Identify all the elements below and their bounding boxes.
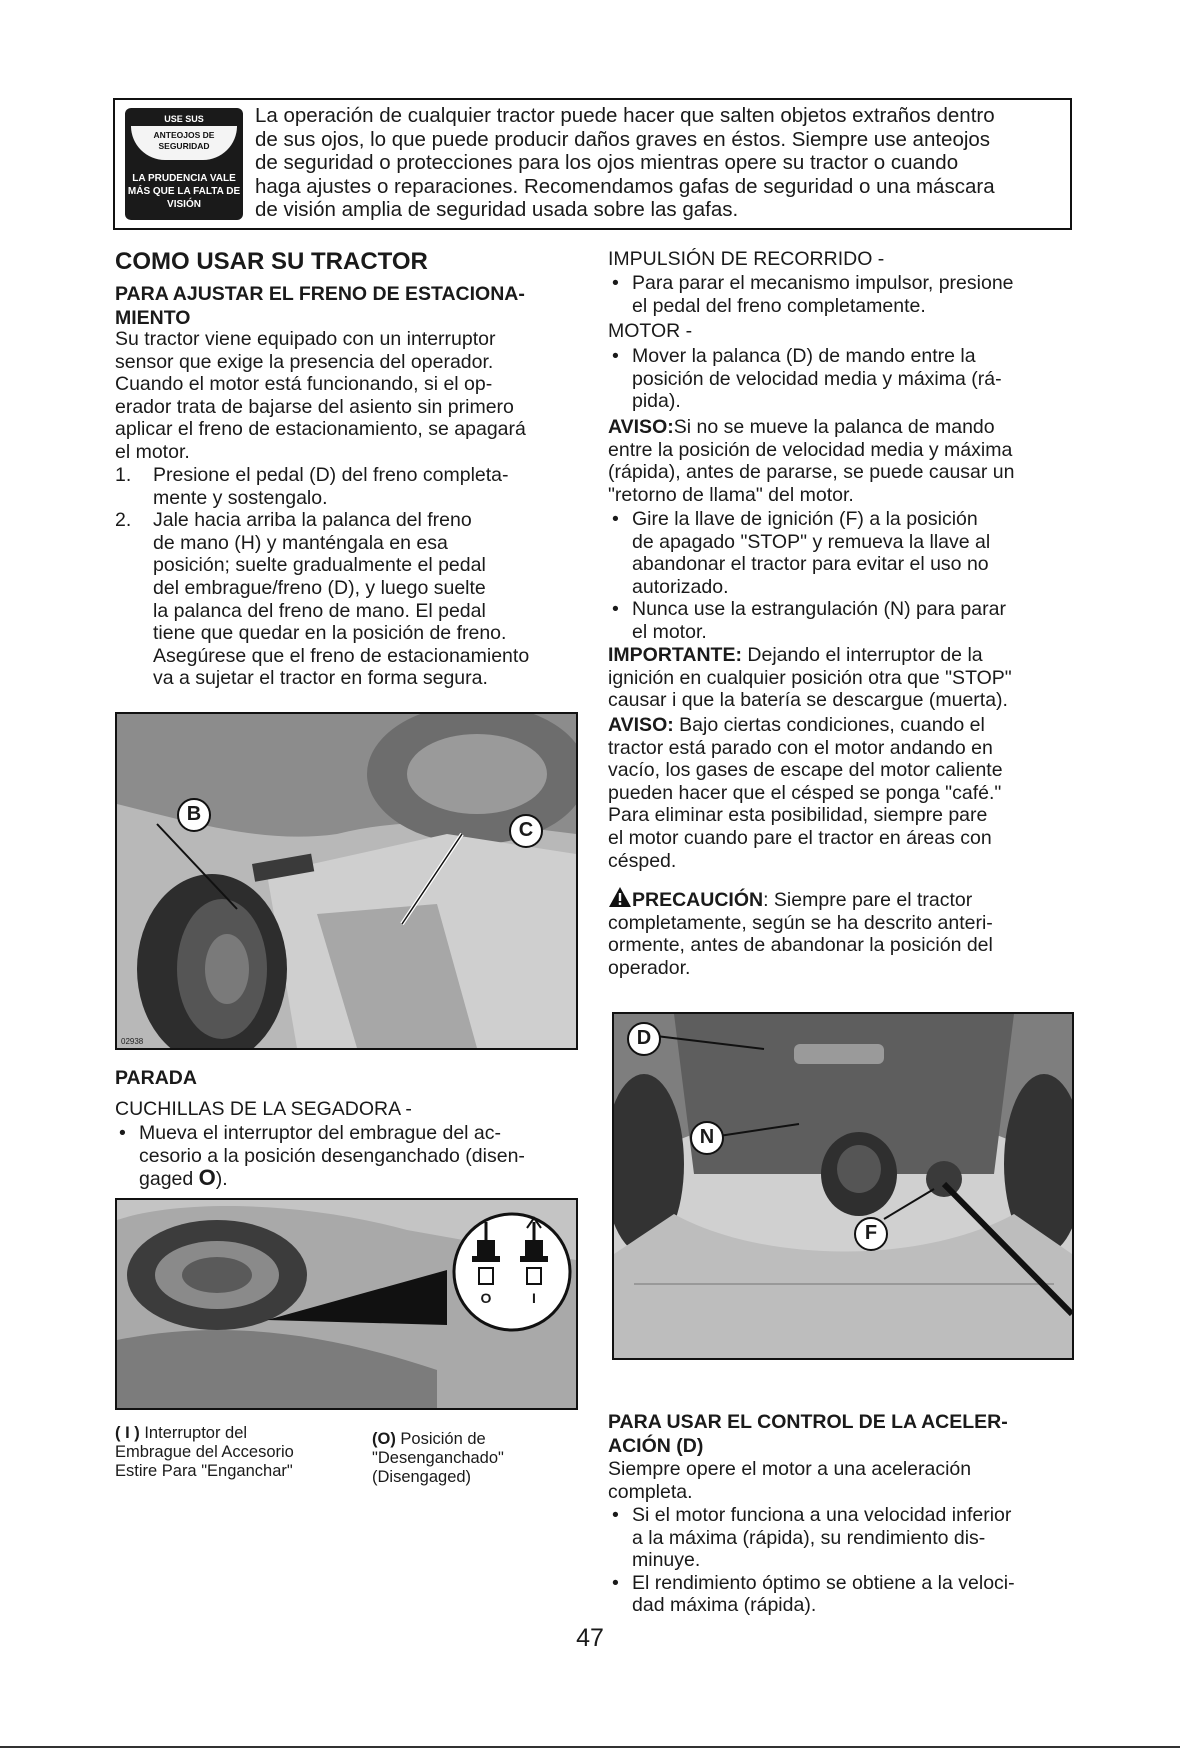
section-title: COMO USAR SU TRACTOR: [115, 248, 428, 275]
text-line: "retorno de llama" del motor.: [608, 483, 854, 506]
parking-brake-photo: [115, 712, 578, 1050]
blades-bullets: [115, 1122, 595, 1191]
warning-line: de visión amplia de seguridad usada sobre las gafas.: [255, 198, 739, 221]
on-label: I: [532, 1290, 536, 1306]
engine-label: MOTOR -: [608, 320, 693, 342]
callout-n: N: [690, 1121, 724, 1155]
aviso-label: AVISO:: [608, 416, 674, 438]
text-line: vacío, los gases de escape del motor caliente: [608, 759, 1003, 782]
heading-line: PARA AJUSTAR EL FRENO DE ESTACIONA-: [115, 283, 525, 305]
warning-line: La operación de cualquier tractor puede hacer que salten objetos extraños dentro: [255, 104, 995, 127]
text-line: Presione el pedal (D) del freno completa-: [153, 464, 509, 486]
text-line: posición de velocidad media y máxima (rá-: [632, 367, 1002, 390]
dashboard-illustration: [614, 1014, 1072, 1358]
text-line: [608, 416, 1078, 439]
step-item: [115, 464, 595, 509]
bullet-dot: •: [612, 345, 619, 367]
step-number: 1.: [115, 464, 132, 486]
text-line: sensor que exige la presencia del operador.: [115, 350, 494, 373]
text-line: de apagado "STOP" y remueva la llave al: [632, 530, 991, 553]
text-line: erador trata de bajarse del asiento sin primero: [115, 395, 514, 418]
drive-label: IMPULSIÓN DE RECORRIDO -: [608, 248, 885, 270]
throttle-bullets: [608, 1504, 1078, 1617]
text-span: Posición de: [400, 1430, 486, 1448]
text-line: el motor cuando pare el tractor en áreas con: [608, 826, 992, 849]
bullet-item: [608, 345, 1078, 413]
photo-code: 02938: [121, 1037, 144, 1046]
icon-top-text: USE SUS: [164, 114, 204, 124]
callout-b: B: [177, 798, 211, 832]
text-line: mente y sostengalo.: [153, 486, 328, 509]
text-line: Cuando el motor está funcionando, si el op-: [115, 373, 493, 396]
text-span: ).: [215, 1168, 228, 1191]
text-line: el motor.: [115, 440, 190, 463]
text-line: del embrague/freno (D), y luego suelte: [153, 576, 486, 599]
text-line: [608, 714, 1078, 737]
bullet-item: [608, 1504, 1078, 1572]
text-span: : Siempre pare el tractor: [763, 889, 973, 911]
text-line: el motor.: [632, 620, 707, 643]
bullet-dot: •: [119, 1122, 126, 1144]
text-line: [608, 886, 1078, 912]
safety-warning-box: [113, 98, 1072, 230]
stop-key-bullets: [608, 508, 1078, 644]
text-line: autorizado.: [632, 575, 729, 598]
text-line: Si el motor funciona a una velocidad inferior: [632, 1504, 1012, 1526]
safety-glasses-icon: [125, 108, 243, 220]
text-line: pueden hacer que el césped se ponga "café.": [608, 781, 1002, 804]
text-line: El rendimiento óptimo se obtiene a la veloci-: [632, 1571, 1015, 1594]
warning-text: [255, 104, 1065, 222]
text-line: [608, 644, 1078, 667]
warning-line: haga ajustes o reparaciones. Recomendamos gafas de seguridad o una máscara: [255, 174, 995, 198]
text-line: va a sujetar el tractor en forma segura.: [153, 667, 488, 690]
disengaged-symbol: O: [198, 1165, 216, 1191]
throttle-intro: [608, 1458, 1078, 1503]
caution-label: PRECAUCIÓN: [632, 889, 764, 911]
bullet-item: [115, 1122, 595, 1191]
throttle-heading: [608, 1410, 1078, 1458]
stop-heading: PARADA: [115, 1067, 197, 1089]
dashboard-photo: [612, 1012, 1074, 1360]
text-line: completamente, según se ha descrito anteri-: [608, 911, 993, 934]
blades-label: CUCHILLAS DE LA SEGADORA -: [115, 1098, 412, 1120]
parking-brake-heading: [115, 282, 525, 330]
bullet-item: [608, 598, 1078, 643]
text-line: Para parar el mecanismo impulsor, presione: [632, 272, 1014, 294]
text-span: gaged: [139, 1168, 199, 1191]
text-line: a la máxima (rápida), su rendimiento dis-: [632, 1526, 986, 1549]
text-line: el pedal del freno completamente.: [632, 294, 926, 317]
bullet-dot: •: [612, 598, 619, 621]
aviso-backfire: [608, 416, 1078, 506]
text-line: entre la posición de velocidad media y máxima: [608, 438, 1013, 461]
text-line: "Desenganchado": [372, 1449, 504, 1467]
text-line: dad máxima (rápida).: [632, 1594, 817, 1617]
text-line: Asegúrese que el freno de estacionamiento: [153, 644, 530, 667]
callout-c: C: [509, 814, 543, 848]
precaution-note: [608, 886, 1078, 979]
text-line: pida).: [632, 390, 681, 413]
text-line: césped.: [608, 849, 677, 872]
caption-disengaged: [372, 1430, 582, 1487]
bullet-dot: •: [612, 1571, 619, 1594]
text-line: Mover la palanca (D) de mando entre la: [632, 345, 976, 367]
text-line: aplicar el freno de estacionamiento, se apagará: [115, 418, 526, 441]
text-line: de mano (H) y manténgala en esa: [153, 531, 448, 554]
aviso-grass: [608, 714, 1078, 872]
text-line: [372, 1430, 582, 1449]
callout-f: F: [854, 1217, 888, 1251]
warning-triangle-icon: [608, 886, 632, 908]
text-line: operador.: [608, 956, 691, 979]
bullet-item: [608, 272, 1078, 317]
text-line: Mueva el interruptor del embrague del ac-: [139, 1122, 502, 1144]
attachment-clutch-photo: [115, 1198, 578, 1410]
text-line: tiene que quedar en la posición de freno.: [153, 622, 507, 645]
attachment-clutch-illustration: [117, 1200, 576, 1408]
text-line: posición; suelte gradualmente el pedal: [153, 554, 486, 577]
bullet-item: [608, 1572, 1078, 1617]
text-span: Bajo ciertas condiciones, cuando el: [673, 714, 985, 736]
text-line: (rápida), antes de pararse, se puede causar un: [608, 461, 1015, 484]
importante-label: IMPORTANTE:: [608, 644, 742, 666]
step-number: 2.: [115, 509, 132, 532]
text-line: ignición en cualquier posición otra que "STOP": [608, 666, 1012, 689]
text-line: [139, 1167, 595, 1191]
text-line: ormente, antes de abandonar la posición del: [608, 934, 993, 957]
bullet-dot: •: [612, 508, 619, 530]
parking-brake-steps: [115, 464, 595, 690]
page-bottom-rule: [0, 1746, 1180, 1748]
text-line: Siempre opere el motor a una aceleración: [608, 1458, 972, 1480]
warning-line: de seguridad o protecciones para los ojos mientras opere su tractor o cuando: [255, 151, 959, 174]
text-line: Su tractor viene equipado con un interruptor: [115, 328, 496, 350]
caption-clutch: [115, 1424, 345, 1481]
bullet-dot: •: [612, 1504, 619, 1526]
step-item: [115, 509, 595, 690]
text-line: Nunca use la estrangulación (N) para parar: [632, 598, 1006, 621]
text-line: Para eliminar esta posibilidad, siempre pare: [608, 804, 988, 827]
callout-d: D: [627, 1022, 661, 1056]
text-line: completa.: [608, 1480, 693, 1503]
engine-bullets: [608, 345, 1078, 413]
text-line: la palanca del freno de mano. El pedal: [153, 599, 486, 622]
aviso-label: AVISO:: [608, 714, 674, 736]
text-line: (Disengaged): [372, 1468, 472, 1486]
parking-brake-illustration: [117, 714, 576, 1048]
page-number: 47: [576, 1624, 604, 1652]
text-span: Interruptor del: [144, 1424, 248, 1442]
heading-line: PARA USAR EL CONTROL DE LA ACELER-: [608, 1411, 1008, 1433]
text-line: Embrague del Accesorio: [115, 1443, 294, 1461]
bullet-item: [608, 508, 1078, 598]
text-line: abandonar el tractor para evitar el uso no: [632, 553, 989, 576]
importante-note: [608, 644, 1078, 712]
text-line: [115, 1424, 345, 1443]
off-label: O: [480, 1290, 492, 1306]
text-line: minuye.: [632, 1549, 701, 1572]
text-span: Dejando el interruptor de la: [741, 644, 983, 666]
text-line: Estire Para "Enganchar": [115, 1462, 293, 1480]
icon-glasses-text: ANTEOJOS DE SEGURIDAD: [131, 126, 237, 160]
heading-line: ACIÓN (D): [608, 1435, 704, 1457]
warning-line: de sus ojos, lo que puede producir daños graves en éstos. Siempre use anteojos: [255, 127, 991, 151]
caption-symbol: ( I ): [115, 1424, 140, 1442]
text-line: tractor está parado con el motor andando en: [608, 736, 993, 759]
caption-symbol: (O): [372, 1430, 396, 1448]
text-line: Jale hacia arriba la palanca del freno: [153, 509, 472, 532]
text-span: Si no se mueve la palanca de mando: [673, 416, 995, 438]
drive-bullets: [608, 272, 1078, 317]
bullet-dot: •: [612, 272, 619, 294]
parking-brake-intro: [115, 328, 585, 464]
text-line: cesorio a la posición desenganchado (disen-: [139, 1144, 525, 1167]
icon-bottom-text: LA PRUDENCIA VALE MÁS QUE LA FALTA DE VISIÓN: [127, 173, 241, 210]
heading-line: MIENTO: [115, 307, 191, 329]
text-line: causar i que la batería se descargue (muerta).: [608, 689, 1008, 712]
text-line: Gire la llave de ignición (F) a la posición: [632, 508, 978, 530]
